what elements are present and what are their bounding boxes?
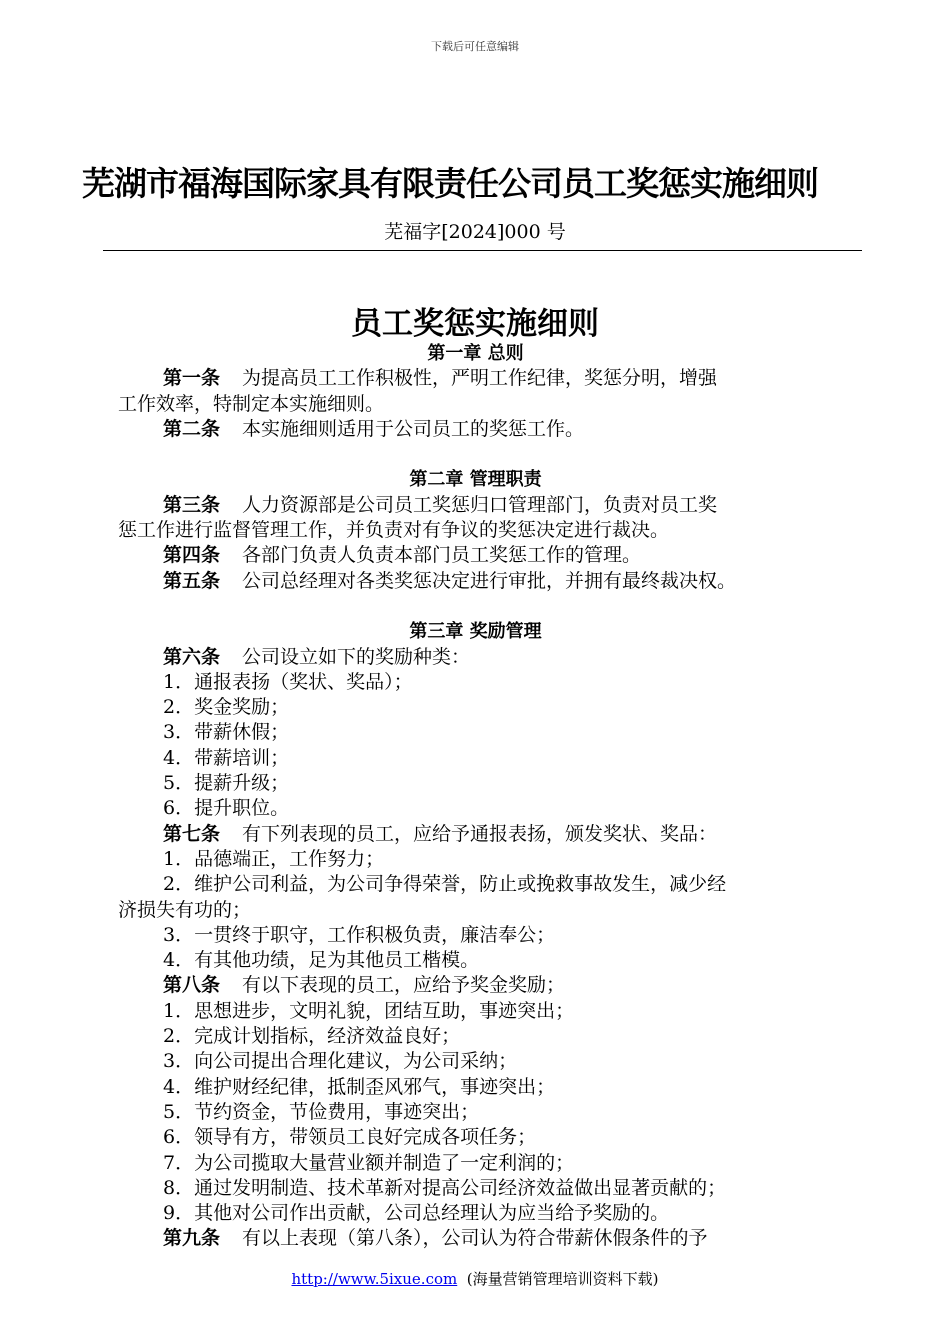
list-item: 4．维护财经纪律，抵制歪风邪气，事迹突出； (163, 1075, 556, 1098)
document-body (118, 341, 833, 1252)
list-item: 1．通报表扬（奖状、奖品）； (163, 670, 413, 693)
article-text: 各部门负责人负责本部门员工奖惩工作的管理。 (242, 544, 642, 567)
list-item: 6．领导有方，带领员工良好完成各项任务； (163, 1126, 537, 1149)
article-5 (118, 569, 833, 594)
list-item: 8．通过发明制造、技术革新对提高公司经济效益做出显著贡献的； (163, 1176, 727, 1199)
article-label: 第三条 (163, 493, 221, 516)
list-item: 3．带薪休假； (163, 721, 290, 744)
article-3-continued: 惩工作进行监督管理工作，并负责对有争议的奖惩决定进行裁决。 (118, 519, 670, 542)
main-title: 员工奖惩实施细则 (351, 306, 599, 342)
footer-link[interactable]: http://www.5ixue.com (291, 1270, 458, 1288)
article-text: 人力资源部是公司员工奖惩归口管理部门，负责对员工奖 (242, 493, 718, 516)
article-label: 第八条 (163, 974, 221, 997)
article-7 (118, 822, 833, 847)
list-item: 2．维护公司利益，为公司争得荣誉，防止或挽救事故发生，减少经 (163, 873, 727, 896)
article-label: 第四条 (163, 544, 221, 567)
list-item: 5．节约资金，节俭费用，事迹突出； (163, 1100, 480, 1123)
article-text: 公司设立如下的奖励种类： (242, 645, 471, 668)
list-item: 3．向公司提出合理化建议，为公司采纳； (163, 1050, 518, 1073)
article-6 (118, 645, 833, 670)
article-label: 第九条 (163, 1227, 221, 1250)
list-item: 2．完成计划指标，经济效益良好； (163, 1025, 461, 1048)
footer-text: (海量营销管理培训资料下载) (466, 1270, 659, 1288)
header-divider (103, 250, 862, 251)
document-number: 芜福字[2024]000 号 (384, 221, 566, 243)
article-2 (118, 417, 833, 442)
article-label: 第一条 (163, 367, 221, 390)
article-text: 有下列表现的员工，应给予通报表扬，颁发奖状、奖品： (242, 822, 718, 845)
article-label: 第七条 (163, 822, 221, 845)
article-label: 第五条 (163, 569, 221, 592)
article-1-continued: 工作效率，特制定本实施细则。 (118, 392, 385, 415)
list-item: 3．一贯终于职守，工作积极负责，廉洁奉公； (163, 923, 556, 946)
list-item: 7．为公司揽取大量营业额并制造了一定利润的； (163, 1151, 575, 1174)
list-item: 1．品德端正，工作努力； (163, 847, 385, 870)
article-text: 本实施细则适用于公司员工的奖惩工作。 (242, 417, 585, 440)
list-item: 1．思想进步，文明礼貌，团结互助，事迹突出； (163, 999, 575, 1022)
article-8 (118, 973, 833, 998)
article-label: 第二条 (163, 417, 221, 440)
chapter-1-heading: 第一章 总则 (427, 343, 524, 364)
article-text: 有以下表现的员工，应给予奖金奖励； (242, 974, 566, 997)
company-title: 芜湖市福海国际家具有限责任公司员工奖惩实施细则 (82, 164, 818, 203)
list-item: 5．提薪升级； (163, 772, 290, 795)
list-item: 4．带薪培训； (163, 746, 290, 769)
article-4 (118, 543, 833, 568)
article-text: 为提高员工工作积极性，严明工作纪律，奖惩分明，增强 (242, 367, 718, 390)
article-label: 第六条 (163, 645, 221, 668)
article-3 (118, 493, 833, 518)
article-9 (118, 1226, 833, 1251)
list-item: 6．提升职位。 (163, 797, 290, 820)
header-note: 下载后可任意编辑 (431, 40, 519, 53)
article-1 (118, 366, 833, 391)
article-text: 有以上表现（第八条），公司认为符合带薪休假条件的予 (242, 1227, 708, 1250)
list-item-continued: 济损失有功的； (118, 898, 252, 921)
chapter-3-heading: 第三章 奖励管理 (409, 621, 542, 643)
page-footer (0, 1268, 950, 1289)
list-item: 2．奖金奖励； (163, 696, 290, 719)
article-text: 公司总经理对各类奖惩决定进行审批，并拥有最终裁决权。 (242, 569, 737, 592)
list-item: 9．其他对公司作出贡献，公司总经理认为应当给予奖励的。 (163, 1202, 670, 1225)
chapter-2-heading: 第二章 管理职责 (409, 469, 542, 491)
list-item: 4．有其他功绩，足为其他员工楷模。 (163, 949, 480, 972)
